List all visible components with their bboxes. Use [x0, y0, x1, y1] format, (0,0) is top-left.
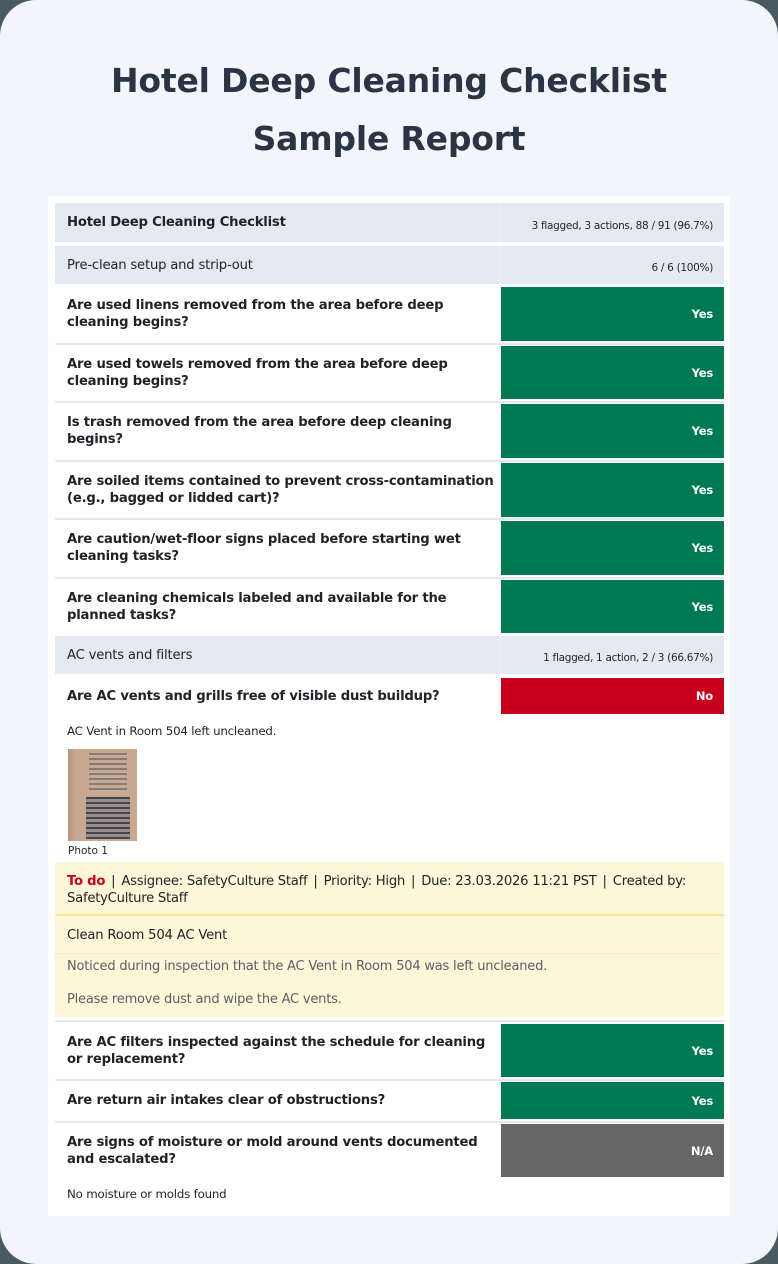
- photo-caption: Photo 1: [68, 845, 108, 857]
- question-row: [55, 521, 724, 575]
- response-badge-na: N/A: [501, 1124, 724, 1177]
- page-title-line-2: Sample Report: [252, 119, 526, 158]
- question-text: Is trash removed from the area before deep cleaning begins?: [67, 415, 452, 447]
- question-text: Are cleaning chemicals labeled and available for the planned tasks?: [67, 590, 447, 623]
- row-divider: [55, 577, 724, 579]
- question-text: Are used towels removed from the area before deep cleaning begins?: [67, 356, 448, 389]
- question-text: Are AC filters inspected against the schedule for cleaning or replacement?: [67, 1034, 486, 1067]
- action-block[interactable]: [55, 862, 724, 1017]
- question-row: [55, 1124, 724, 1177]
- question-note: No moisture or molds found: [67, 1187, 227, 1201]
- action-created-by: Created by: SafetyCulture Staff: [67, 874, 687, 906]
- question-row-flagged: [55, 678, 724, 714]
- photo-thumbnail[interactable]: [68, 749, 137, 841]
- section-header-pre-clean: [55, 246, 724, 284]
- response-badge-yes: Yes: [501, 1024, 724, 1077]
- report-panel: [48, 196, 730, 1216]
- question-text: Are soiled items contained to prevent cross-contamination (e.g., bagged or lidded cart)?: [67, 474, 494, 506]
- question-row: [55, 463, 724, 517]
- separator: |: [111, 874, 116, 889]
- action-status: To do: [67, 874, 106, 889]
- separator: |: [313, 874, 318, 889]
- action-divider-light: [55, 953, 724, 954]
- photo-vent-slats-top: [89, 753, 127, 791]
- row-divider: [55, 460, 724, 462]
- action-description-line-2: Please remove dust and wipe the AC vents.: [67, 992, 342, 1007]
- report-header-stats: 3 flagged, 3 actions, 88 / 91 (96.7%): [531, 219, 713, 232]
- row-divider: [55, 518, 724, 520]
- response-badge-yes: Yes: [501, 1082, 724, 1119]
- question-text: Are used linens removed from the area before deep cleaning begins?: [67, 298, 444, 330]
- section-stats: 1 flagged, 1 action, 2 / 3 (66.67%): [543, 652, 713, 664]
- action-title: Clean Room 504 AC Vent: [67, 928, 228, 943]
- row-divider: [55, 401, 724, 403]
- separator: |: [411, 874, 416, 889]
- photo-wall-edge: [68, 749, 76, 841]
- response-badge-yes: Yes: [501, 287, 724, 341]
- section-stats: 6 / 6 (100%): [651, 262, 713, 274]
- section-header-ac-vents: [55, 636, 724, 674]
- page-title: [0, 52, 778, 168]
- question-row: [55, 1082, 724, 1119]
- action-meta: [67, 873, 712, 907]
- response-badge-yes: Yes: [501, 404, 724, 458]
- response-badge-yes: Yes: [501, 346, 724, 399]
- response-badge-yes: Yes: [501, 580, 724, 633]
- page-title-line-1: Hotel Deep Cleaning Checklist: [111, 61, 667, 100]
- row-divider: [55, 343, 724, 345]
- separator: |: [602, 874, 607, 889]
- photo-vent-slats-bottom: [86, 797, 130, 839]
- question-text: Are caution/wet-floor signs placed before starting wet cleaning tasks?: [67, 532, 461, 564]
- question-text: Are return air intakes clear of obstructions?: [67, 1093, 386, 1108]
- response-badge-no: No: [501, 678, 724, 714]
- response-badge-yes: Yes: [501, 463, 724, 517]
- action-priority: Priority: High: [323, 874, 406, 889]
- question-row: [55, 346, 724, 399]
- question-text: Are signs of moisture or mold around vents documented and escalated?: [67, 1134, 478, 1167]
- question-row: [55, 404, 724, 458]
- row-divider: [55, 1079, 724, 1081]
- section-title: Pre-clean setup and strip-out: [55, 246, 501, 284]
- response-badge-yes: Yes: [501, 521, 724, 575]
- row-divider: [55, 1020, 724, 1022]
- action-due: Due: 23.03.2026 11:21 PST: [421, 874, 597, 889]
- row-divider: [55, 1121, 724, 1123]
- question-row: [55, 580, 724, 633]
- action-divider: [55, 914, 724, 916]
- question-text: Are AC vents and grills free of visible dust buildup?: [67, 688, 440, 704]
- report-header-row: [55, 203, 724, 242]
- report-header-title: Hotel Deep Cleaning Checklist: [55, 203, 501, 242]
- question-row: [55, 1024, 724, 1077]
- question-row: [55, 287, 724, 341]
- action-assignee: Assignee: SafetyCulture Staff: [121, 874, 308, 889]
- action-description-line-1: Noticed during inspection that the AC Vent in Room 504 was left uncleaned.: [67, 959, 548, 974]
- section-title: AC vents and filters: [55, 636, 501, 674]
- question-note: AC Vent in Room 504 left uncleaned.: [67, 724, 277, 738]
